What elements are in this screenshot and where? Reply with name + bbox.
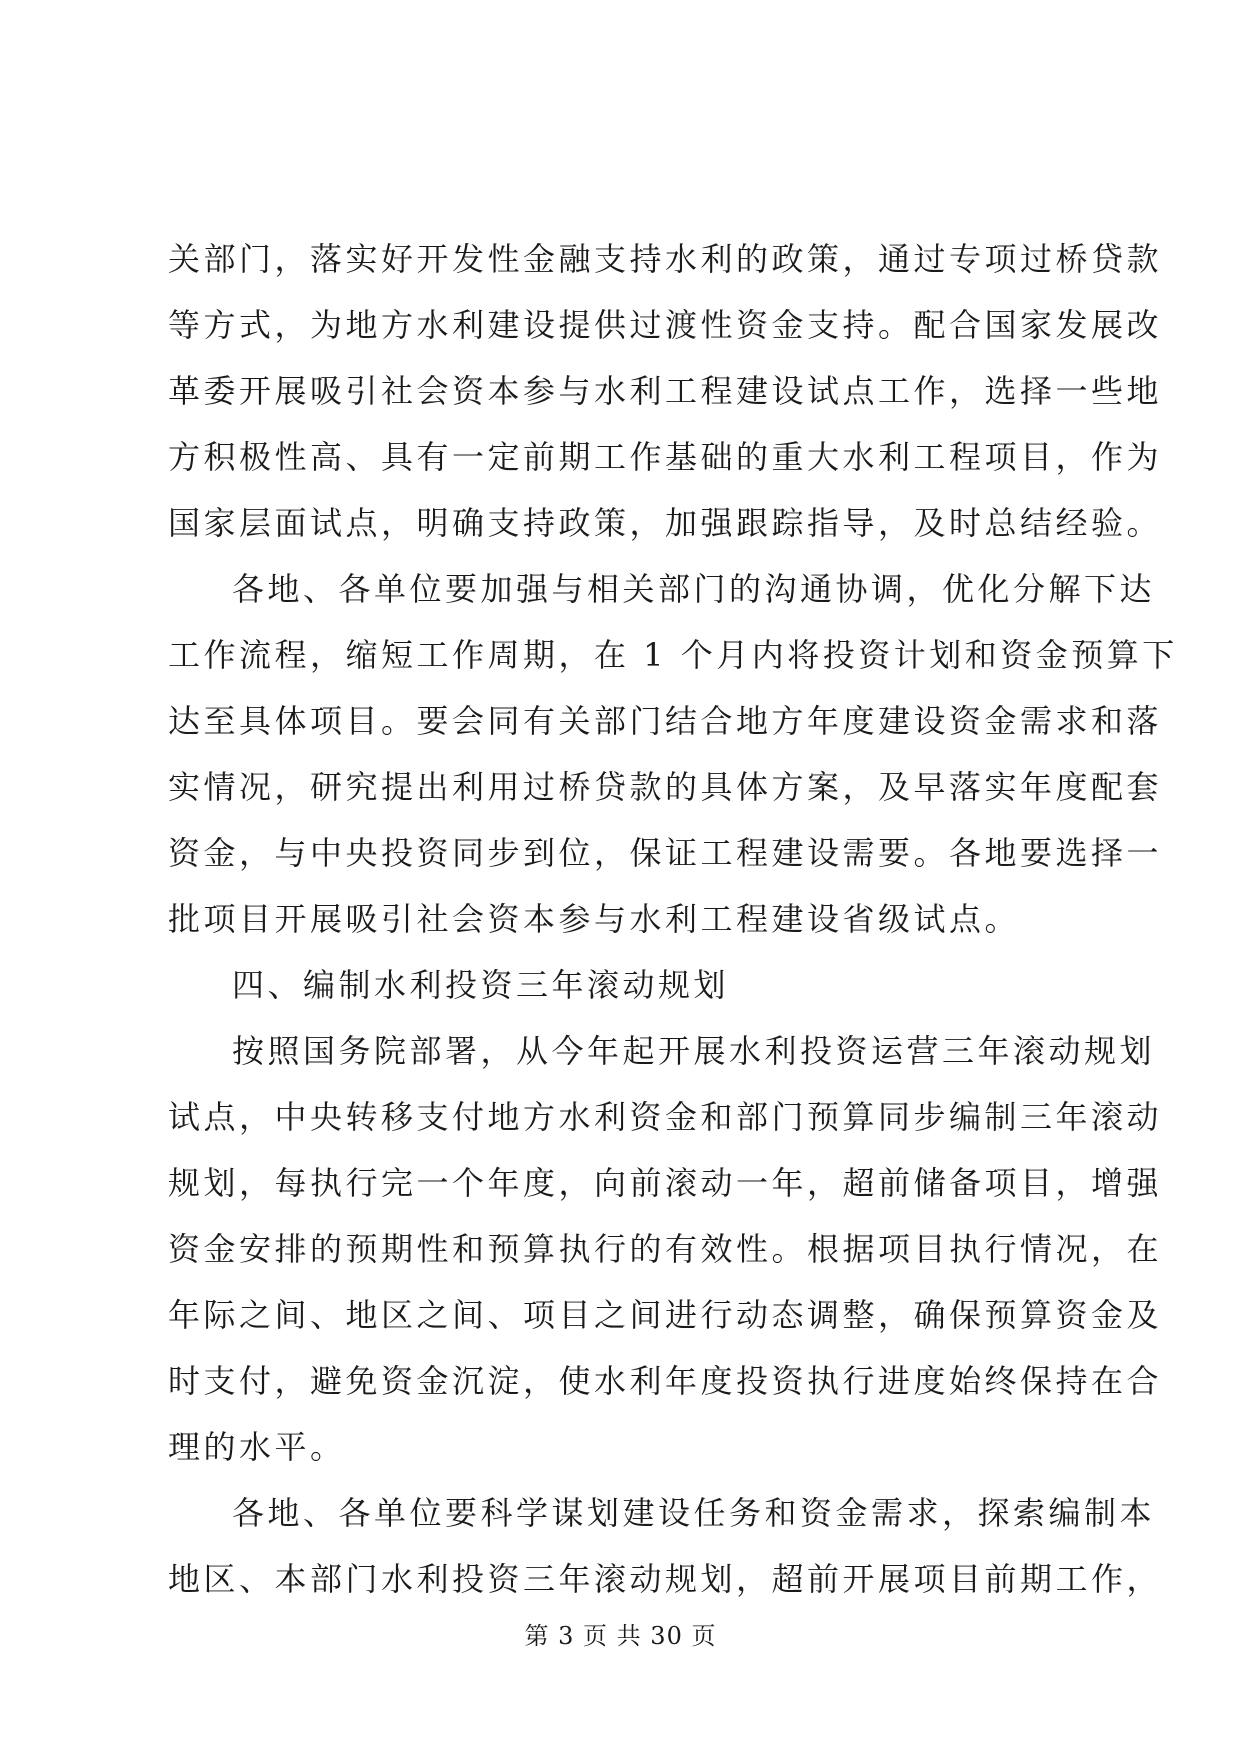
paragraph-first-line: 各地、各单位要科学谋划建设任务和资金需求，探索编制本 [232, 1494, 1156, 1532]
paragraph-first-line: 各地、各单位要加强与相关部门的沟通协调，优化分解下达 [232, 570, 1156, 608]
text-line: 达至具体项目。要会同有关部门结合地方年度建设资金需求和落 [168, 702, 1163, 740]
paragraph-first-line: 按照国务院部署，从今年起开展水利投资运营三年滚动规划 [232, 1032, 1156, 1070]
text-line: 国家层面试点，明确支持政策，加强跟踪指导，及时总结经验。 [168, 504, 1163, 542]
text-line: 革委开展吸引社会资本参与水利工程建设试点工作，选择一些地 [168, 372, 1163, 410]
text-line: 资金安排的预期性和预算执行的有效性。根据项目执行情况，在 [168, 1230, 1163, 1268]
section-heading: 四、编制水利投资三年滚动规划 [232, 966, 730, 1004]
text-line: 工作流程，缩短工作周期，在 1 个月内将投资计划和资金预算下 [168, 636, 1178, 674]
text-line: 批项目开展吸引社会资本参与水利工程建设省级试点。 [168, 900, 1021, 938]
text-line: 理的水平。 [168, 1428, 346, 1466]
page-number-footer: 第 3 页 共 30 页 [524, 1622, 717, 1650]
document-body [168, 226, 1178, 1612]
text-line: 规划，每执行完一个年度，向前滚动一年，超前储备项目，增强 [168, 1164, 1163, 1202]
text-line: 关部门，落实好开发性金融支持水利的政策，通过专项过桥贷款 [168, 240, 1163, 278]
text-line: 时支付，避免资金沉淀，使水利年度投资执行进度始终保持在合 [168, 1362, 1163, 1400]
text-line: 方积极性高、具有一定前期工作基础的重大水利工程项目，作为 [168, 438, 1163, 476]
text-line: 实情况，研究提出利用过桥贷款的具体方案，及早落实年度配套 [168, 768, 1163, 806]
text-line: 年际之间、地区之间、项目之间进行动态调整，确保预算资金及 [168, 1296, 1163, 1334]
text-line: 地区、本部门水利投资三年滚动规划，超前开展项目前期工作， [168, 1560, 1163, 1598]
text-line: 试点，中央转移支付地方水利资金和部门预算同步编制三年滚动 [168, 1098, 1163, 1136]
text-line: 等方式，为地方水利建设提供过渡性资金支持。配合国家发展改 [168, 306, 1163, 344]
text-line: 资金，与中央投资同步到位，保证工程建设需要。各地要选择一 [168, 834, 1163, 872]
